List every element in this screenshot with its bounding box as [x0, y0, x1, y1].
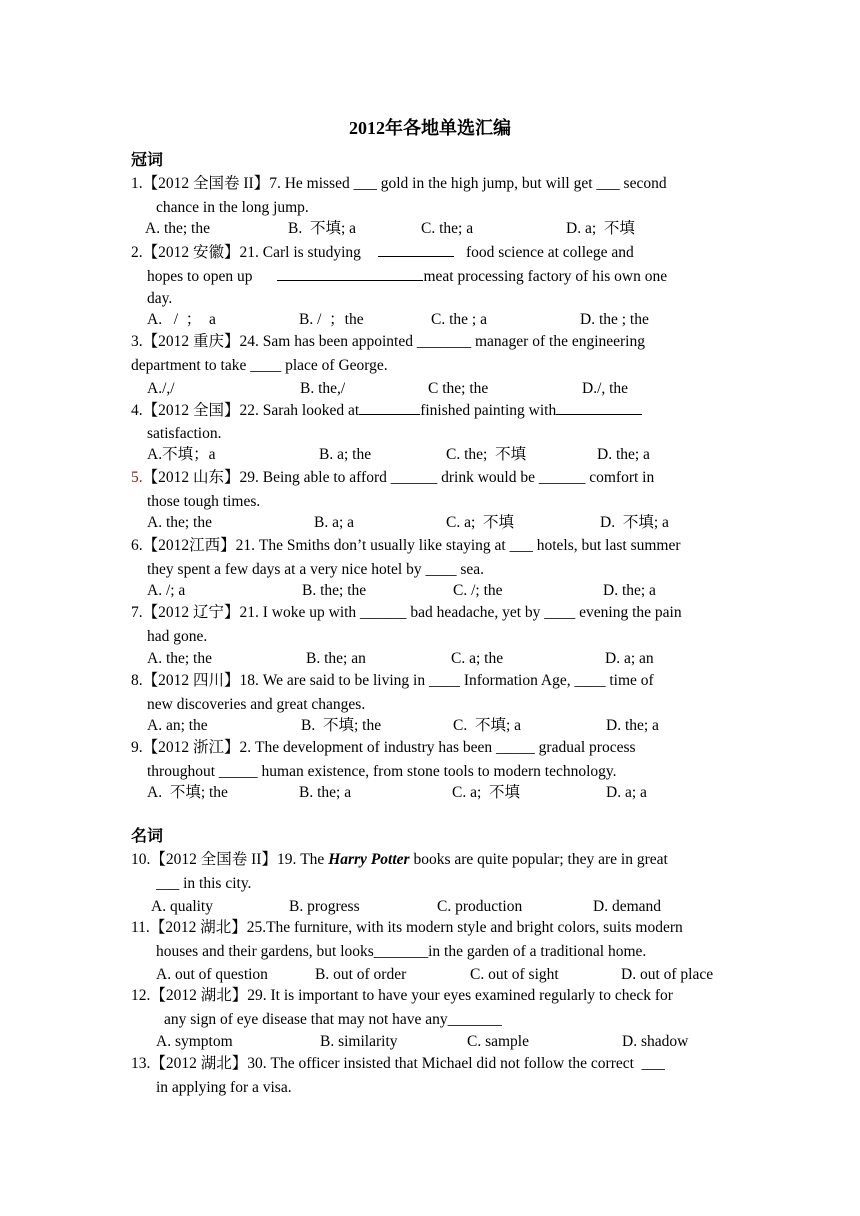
question-3-option-b: B. the,/	[300, 380, 346, 397]
question-number: 13.	[131, 1055, 151, 1072]
question-number: 12.	[131, 987, 151, 1004]
question-10-option-c: C. production	[437, 898, 523, 915]
question-6-option-a: A. /; a	[147, 582, 186, 599]
question-10-option-d: D. demand	[593, 898, 662, 915]
question-number: 2.	[131, 244, 143, 261]
question-9-option-c: C. a; 不填	[452, 784, 521, 801]
question-source: 【2012 全国卷 II】	[150, 851, 277, 868]
question-number: 10.	[131, 851, 151, 868]
answer-blank	[556, 400, 642, 415]
question-5-option-d: D. 不填; a	[600, 514, 669, 531]
question-10-option-a: A. quality	[151, 898, 213, 915]
question-source: 【2012 全国卷 II】	[142, 175, 270, 192]
question-7-line-1	[131, 603, 682, 623]
question-7-line-2: had gone.	[147, 628, 208, 645]
question-4-option-c: C. the; 不填	[446, 446, 527, 463]
question-text: hopes to open up	[147, 268, 253, 285]
question-3-option-a: A./,/	[147, 380, 175, 397]
question-text: food science at college and	[465, 244, 634, 261]
question-1-option-c: C. the; a	[421, 220, 474, 237]
question-number: 1.	[131, 175, 143, 192]
question-text: 7. He missed ___ gold in the high jump, but will get ___ second	[269, 175, 667, 192]
question-7-option-d: D. a; an	[605, 650, 654, 667]
question-9-option-d: D. a; a	[606, 784, 647, 801]
question-4-option-b: B. a; the	[319, 446, 372, 463]
question-3-line-2: department to take ____ place of George.	[131, 357, 388, 374]
question-2-option-b: B. / ；the	[299, 311, 364, 328]
question-9-option-b: B. the; a	[299, 784, 352, 801]
question-source: 【2012 湖北】	[149, 919, 247, 936]
question-number: 11.	[131, 919, 150, 936]
question-12-option-b: B. similarity	[320, 1033, 398, 1050]
question-text: 21. Carl is studying	[239, 244, 361, 261]
question-11-line-2: houses and their gardens, but looks_______in the garden of a traditional home.	[156, 943, 647, 960]
question-7-option-a: A. the; the	[147, 650, 212, 667]
section-heading-nouns: 名词	[131, 828, 164, 845]
question-6-option-c: C. /; the	[453, 582, 503, 599]
question-8-option-c: C. 不填; a	[453, 717, 522, 734]
question-source: 【2012 四川】	[142, 672, 240, 689]
question-9-line-1	[131, 738, 636, 758]
question-source: 【2012江西】	[142, 537, 236, 554]
question-2-line-1	[131, 242, 634, 263]
question-3-option-c: C the; the	[428, 380, 489, 397]
question-text: meat processing factory of his own one	[423, 268, 668, 285]
question-source: 【2012 湖北】	[150, 987, 248, 1004]
question-3-option-d: D./, the	[582, 380, 629, 397]
question-4-line-1	[131, 400, 642, 421]
question-text: 24. Sam has been appointed _______ manager of the engineering	[239, 333, 645, 350]
question-number: 8.	[131, 672, 143, 689]
question-text: 29. Being able to afford ______ drink would be ______ comfort in	[239, 469, 655, 486]
question-9-line-2: throughout _____ human existence, from stone tools to modern technology.	[147, 763, 617, 780]
question-text: finished painting with	[420, 402, 557, 419]
question-1-option-a: A. the; the	[145, 220, 210, 237]
question-source: 【2012 重庆】	[142, 333, 240, 350]
document-title: 2012年各地单选汇编	[349, 118, 511, 138]
question-5-option-a: A. the; the	[147, 514, 212, 531]
question-number: 4.	[131, 402, 143, 419]
question-8-option-d: D. the; a	[606, 717, 659, 734]
question-7-option-c: C. a; the	[451, 650, 504, 667]
question-number: 3.	[131, 333, 143, 350]
question-number: 6.	[131, 537, 143, 554]
question-2-line-3: day.	[147, 290, 173, 307]
question-text: 2. The development of industry has been _____ gradual process	[239, 739, 636, 756]
question-1-option-d: D. a; 不填	[566, 220, 635, 237]
question-text: 30. The officer insisted that Michael did not follow the correct ___	[247, 1055, 665, 1072]
question-number: 9.	[131, 739, 143, 756]
question-8-option-a: A. an; the	[147, 717, 208, 734]
question-6-line-1	[131, 536, 681, 556]
question-source: 【2012 浙江】	[142, 739, 240, 756]
question-3-line-1	[131, 332, 645, 352]
question-10-line-2: ___ in this city.	[156, 875, 252, 892]
question-1-option-b: B. 不填; a	[288, 220, 357, 237]
question-number: 5.	[131, 469, 143, 486]
section-heading-articles: 冠词	[131, 152, 164, 169]
question-2-option-c: C. the ; a	[431, 311, 487, 328]
question-10-option-b: B. progress	[289, 898, 360, 915]
question-12-line-1	[131, 986, 673, 1006]
question-8-line-1	[131, 671, 654, 691]
question-6-option-b: B. the; the	[302, 582, 367, 599]
question-2-option-a: A. / ； a	[147, 311, 216, 328]
answer-blank	[378, 242, 454, 257]
question-12-option-a: A. symptom	[156, 1033, 233, 1050]
question-8-line-2: new discoveries and great changes.	[147, 696, 366, 713]
question-12-line-2: any sign of eye disease that may not have any_______	[164, 1011, 502, 1028]
question-text: 25.The furniture, with its modern style and bright colors, suits modern	[246, 919, 683, 936]
question-11-option-d: D. out of place	[621, 966, 714, 983]
question-text: 19. The	[276, 851, 329, 868]
question-2-line-2	[147, 266, 667, 287]
question-text: 21. The Smiths don’t usually like staying at ___ hotels, but last summer	[235, 537, 681, 554]
question-4-line-2: satisfaction.	[147, 425, 222, 442]
question-4-option-a: A.不填；a	[147, 446, 216, 463]
question-text: 21. I woke up with ______ bad headache, yet by ____ evening the pain	[239, 604, 682, 621]
question-5-option-c: C. a; 不填	[446, 514, 515, 531]
question-13-line-2: in applying for a visa.	[156, 1079, 292, 1096]
question-11-option-a: A. out of question	[156, 966, 268, 983]
question-source: 【2012 全国】	[142, 402, 240, 419]
question-text: 22. Sarah looked at	[239, 402, 360, 419]
question-1-line-2: chance in the long jump.	[156, 199, 309, 216]
question-7-option-b: B. the; an	[306, 650, 366, 667]
question-source: 【2012 辽宁】	[142, 604, 240, 621]
question-6-line-2: they spent a few days at a very nice hotel by ____ sea.	[147, 561, 485, 578]
question-6-option-d: D. the; a	[603, 582, 656, 599]
answer-blank	[359, 400, 420, 415]
question-source: 【2012 湖北】	[150, 1055, 248, 1072]
question-5-option-b: B. a; a	[314, 514, 355, 531]
question-12-option-c: C. sample	[467, 1033, 529, 1050]
question-text: 29. It is important to have your eyes examined regularly to check for	[247, 987, 673, 1004]
answer-blank	[277, 266, 423, 281]
question-8-option-b: B. 不填; the	[301, 717, 382, 734]
question-text: 18. We are said to be living in ____ Information Age, ____ time of	[239, 672, 654, 689]
question-11-line-1	[131, 918, 683, 938]
question-source: 【2012 安徽】	[142, 244, 240, 261]
question-number: 7.	[131, 604, 143, 621]
question-9-option-a: A. 不填; the	[147, 784, 228, 801]
question-text: books are quite popular; they are in great	[409, 851, 668, 868]
question-11-option-b: B. out of order	[315, 966, 407, 983]
book-title: Harry Potter	[328, 851, 410, 868]
question-2-option-d: D. the ; the	[580, 311, 649, 328]
question-source: 【2012 山东】	[142, 469, 240, 486]
question-12-option-d: D. shadow	[622, 1033, 689, 1050]
question-5-line-1	[131, 468, 654, 488]
question-13-line-1	[131, 1054, 665, 1074]
question-11-option-c: C. out of sight	[470, 966, 559, 983]
question-1-line-1	[131, 174, 667, 194]
question-5-line-2: those tough times.	[147, 493, 261, 510]
question-10-line-1	[131, 850, 668, 870]
question-4-option-d: D. the; a	[597, 446, 650, 463]
